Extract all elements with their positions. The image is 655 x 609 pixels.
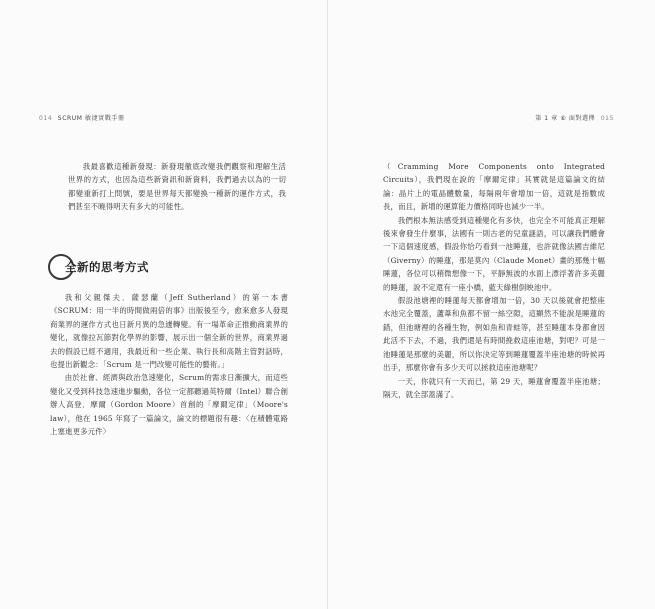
body-paragraph: 我們根本無法感受到這種變化有多快，也完全不可能真正理解後來會發生什麼事，法國有一則古老的兒童謎語，可以讓我們體會一下這個速度感，假設你恰巧看到一池睡蓮，也許就像法國吉維尼（Giverny）的睡蓮，那是莫內（Claude Monet）畫的那幾十幅睡蓮，各位可以稍微想像一下，平靜無波的水面上漂浮著許多美麗的睡蓮，說不定還有一座小橋，藍天綠樹倒映池中。 [383, 215, 605, 292]
left-main-text [50, 291, 288, 438]
left-running-header [36, 113, 125, 122]
right-running-header [535, 113, 617, 122]
left-page-number: 014 [39, 115, 53, 122]
book-title: SCRUM 敏捷實戰手冊 [57, 115, 125, 122]
chapter-title: 第 1 章 ⑥ 面對選擇 [535, 115, 596, 122]
right-main-text [383, 160, 605, 401]
body-paragraph: 由於社會、經濟與政治急速變化，Scrum的需求日漸擴大，而這些變化又受到科技急速進步驅動，各位一定都聽過英特爾（Intel）聯合創辦人高登．摩爾（Gordon Moore）首創的「摩爾定律」（Moore's law），他在 1965 年寫了一篇論文，論文的標題很有趣：〈在積體電路上塞進更多元件〉 [50, 373, 288, 437]
section-title: 全新的思考方式 [65, 260, 149, 274]
body-paragraph: 假設池塘裡的睡蓮每天都會增加一倍，30 天以後就會把整座水池完全覆蓋，蘆葦和魚都不留一絲空隙，這顯然不能說是睡蓮的錯，但池塘裡的各種生物，例如魚和青蛙等，甚至睡蓮本身都會因此活不下去，不過，我們還是有時間挽救這座池塘，對吧？可是一池睡蓮是那麼的美麗，所以你決定等到睡蓮覆蓋半座池塘的時候再出手，那麼你會有多少天可以拯救這座池塘呢？ [383, 296, 605, 373]
section-heading [48, 252, 188, 282]
right-page-number: 015 [600, 115, 614, 122]
body-paragraph: （Cramming More Components onto Integrated Circuits），我們現在說的「摩爾定律」其實就是這篇論文的結論：晶片上的電晶體數量，每隔兩年會增加一倍，這就是指數成長，而且，新增的運算能力價格同時也減少一半。 [383, 162, 605, 212]
intro-paragraph: 我最喜歡這種新發現：新發現徹底改變我們觀察和理解生活世界的方式，也因為這些新資訊和新資料，我們過去以為的一切都變重新打上問號，要是世界每天都變換一種新的運作方式，我們甚至不曉得明天有多大的可能性。 [68, 162, 286, 212]
body-paragraph: 我和父親傑夫．薩瑟蘭（Jeff Sutherland）的第一本書《SCRUM：用一半的時間做兩倍的事》出版後至今，愈來愈多人發現商業界的運作方式也日新月異的急遽轉變。有一場革命正推動商業界的變化，就像拉瓦節對化學界的影響，展示出一個全新的世界，商業界過去的假設已經不適用，我最近和一些企業、執行長和高階主管對話時，也提出新觀念：「Scrum 是一門改變可能性的藝術。」 [50, 293, 288, 370]
body-paragraph: 一天，你就只有一天而已，第 29 天，睡蓮會覆蓋半座池塘；隔天，就全部蓋滿了。 [383, 376, 605, 399]
left-intro-block [68, 160, 286, 214]
